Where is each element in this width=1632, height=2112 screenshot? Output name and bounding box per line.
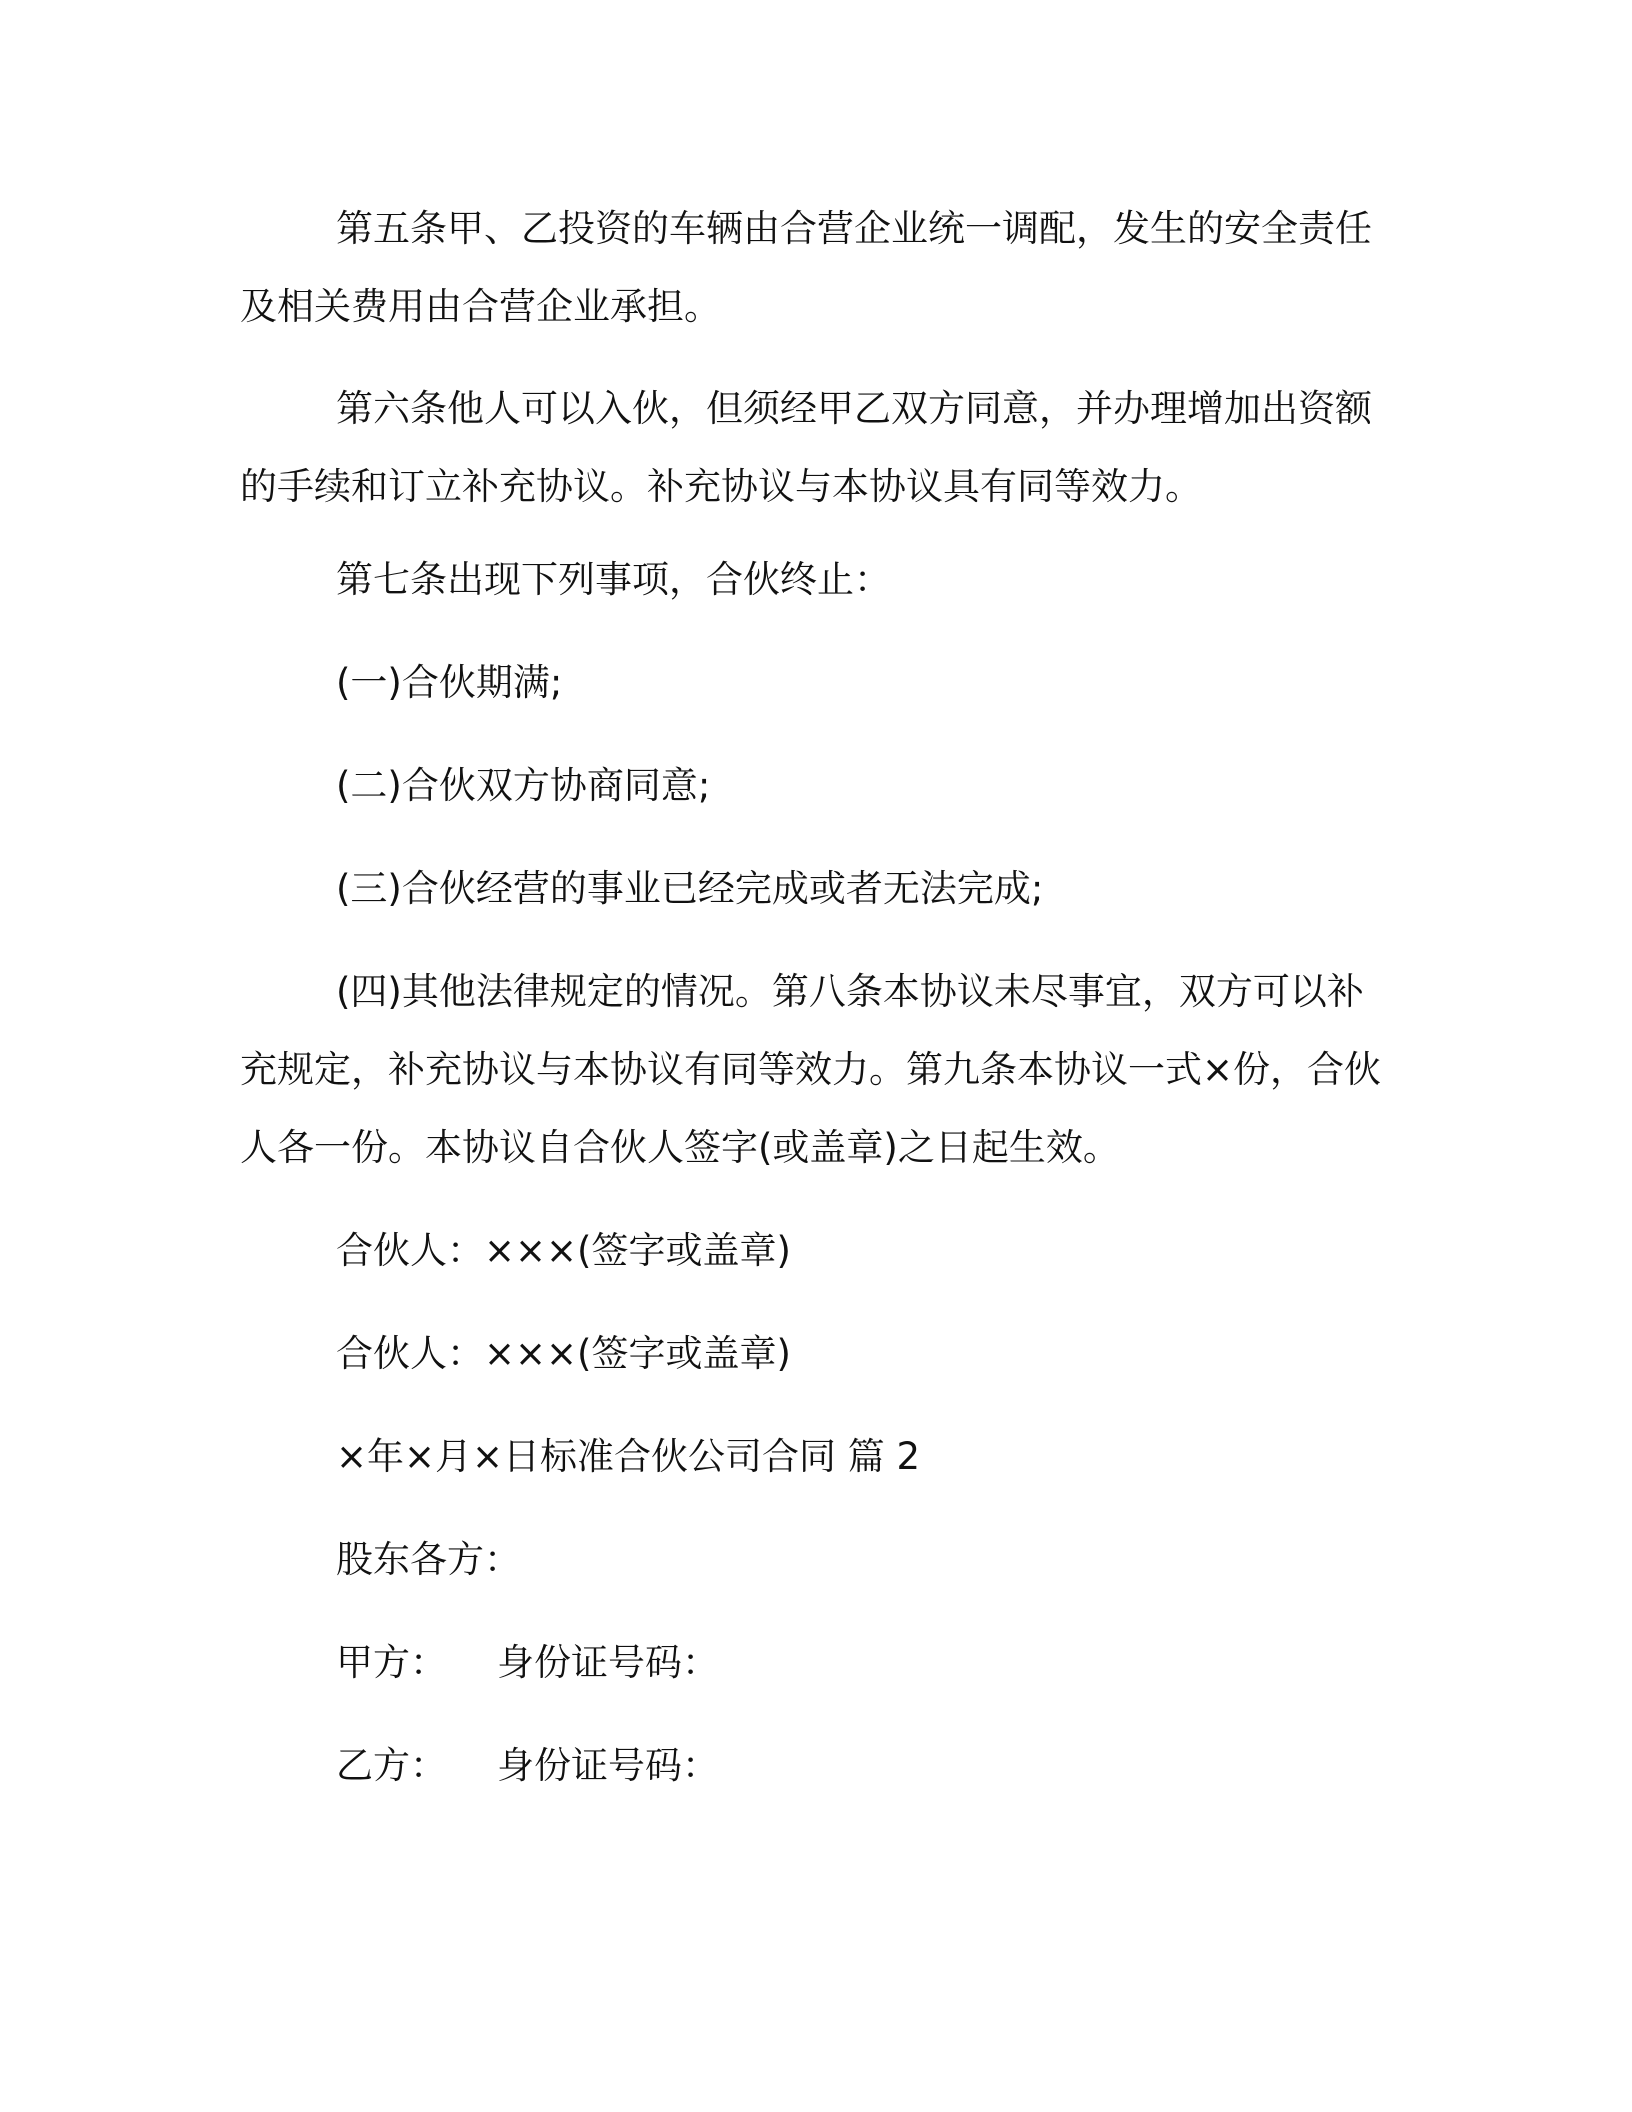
paragraph-article-6: 第六条他人可以入伙，但须经甲乙双方同意，并办理增加出资额的手续和订立补充协议。补充协议与本协议具有同等效力。 xyxy=(240,387,1372,508)
list-item-4-and-articles: (四)其他法律规定的情况。第八条本协议未尽事宜，双方可以补充规定，补充协议与本协议有同等效力。第九条本协议一式×份，合伙人各一份。本协议自合伙人签字(或盖章)之日起生效。 xyxy=(240,970,1382,1169)
list-item-1: (一)合伙期满; xyxy=(336,661,563,704)
paragraph-article-5: 第五条甲、乙投资的车辆由合营企业统一调配，发生的安全责任及相关费用由合营企业承担。 xyxy=(240,207,1372,328)
signature-line-2: 合伙人：×××(签字或盖章) xyxy=(336,1332,791,1375)
list-item-3: (三)合伙经营的事业已经完成或者无法完成; xyxy=(336,867,1044,910)
party-a-label: 甲方： xyxy=(336,1641,447,1684)
party-a-id-label: 身份证号码： xyxy=(497,1641,719,1684)
shareholders-heading: 股东各方： xyxy=(336,1538,521,1581)
signature-line-1: 合伙人：×××(签字或盖章) xyxy=(336,1229,791,1272)
party-b-id-label: 身份证号码： xyxy=(497,1744,719,1787)
party-b-label: 乙方： xyxy=(336,1744,447,1787)
date-and-title-line: ×年×月×日标准合伙公司合同 篇 2 xyxy=(336,1435,921,1478)
paragraph-article-7: 第七条出现下列事项，合伙终止： xyxy=(336,558,891,601)
list-item-2: (二)合伙双方协商同意; xyxy=(336,764,711,807)
party-a-line xyxy=(336,1638,719,1688)
party-b-line xyxy=(336,1741,719,1791)
